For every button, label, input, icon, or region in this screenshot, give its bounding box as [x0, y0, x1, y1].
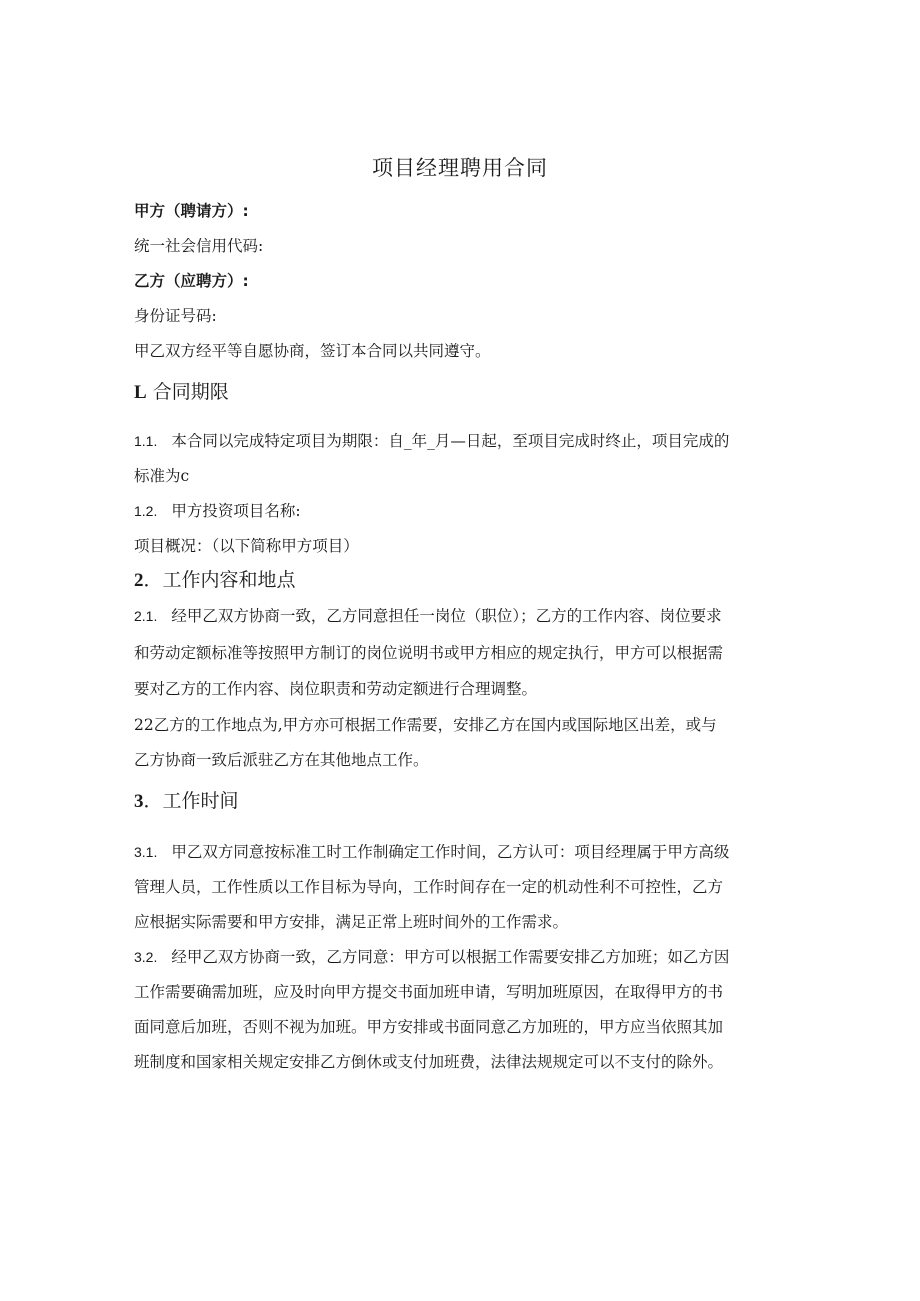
section-title: ．工作时间 — [143, 790, 239, 812]
clause-text: 经甲乙双方协商一致，乙方同意：甲方可以根据工作需要安排乙方加班；如乙方因 — [171, 948, 730, 966]
clause-2-1-line-2: 和劳动定额标准等按照甲方制订的岗位说明书或甲方相应的规定执行，甲方可以根据需 — [134, 644, 724, 662]
clause-1-2-line-1 — [134, 500, 794, 522]
section-number: L — [134, 382, 147, 403]
clause-number: 3.1. — [134, 844, 158, 860]
clause-1-1-line-2: 标准为c — [134, 467, 190, 485]
clause-text: 经甲乙双方协商一致，乙方同意担任一岗位（职位）；乙方的工作内容、岗位要求 — [171, 607, 722, 625]
clause-text: 甲乙双方同意按标准工时工作制确定工作时间，乙方认可：项目经理属于甲方高级 — [171, 843, 730, 861]
clause-3-2-line-4: 班制度和国家相关规定安排乙方倒休或支付加班费，法律法规规定可以不支付的除外。 — [134, 1053, 724, 1071]
section-heading-work-content — [134, 566, 794, 595]
clause-3-1-line-2: 管理人员，工作性质以工作目标为导向，工作时间存在一定的机动性利不可控性，乙方 — [134, 878, 724, 896]
clause-2-1-line-3: 要对乙方的工作内容、岗位职责和劳动定额进行合理调整。 — [134, 680, 538, 698]
clause-3-2-line-3: 面同意后加班，否则不视为加班。甲方安排或书面同意乙方加班的，甲方应当依照其加 — [134, 1018, 724, 1036]
party-b-label: 乙方（应聘方）: — [134, 272, 249, 290]
section-title: ．工作内容和地点 — [143, 569, 296, 591]
clause-text: 本合同以完成特定项目为期限：自_年_月—日起，至项目完成时终止，项目完成的 — [171, 432, 730, 450]
clause-3-1-line-1 — [134, 841, 794, 863]
document-title: 项目经理聘用合同 — [372, 156, 548, 180]
section-heading-term — [134, 378, 794, 407]
clause-3-1-line-3: 应根据实际需要和甲方安排，满足正常上班时间外的工作需求。 — [134, 913, 569, 931]
clause-number: 3.2. — [134, 949, 158, 965]
party-a-label: 甲方（聘请方）: — [134, 202, 249, 220]
credit-code-label: 统一社会信用代码: — [134, 237, 264, 255]
section-title: 合同期限 — [146, 381, 229, 403]
section-number: 2 — [134, 570, 144, 591]
clause-2-1-line-1 — [134, 605, 794, 627]
preamble: 甲乙双方经平等自愿协商，签订本合同以共同遵守。 — [134, 342, 491, 360]
clause-3-2-line-1 — [134, 946, 794, 968]
section-number: 3 — [134, 791, 144, 812]
clause-2-2-line-1: 22乙方的工作地点为,甲方亦可根据工作需要，安排乙方在国内或国际地区出差，或与 — [134, 716, 717, 734]
section-heading-work-time — [134, 787, 794, 816]
clause-number: 1.2. — [134, 503, 158, 519]
clause-2-2-line-2: 乙方协商一致后派驻乙方在其他地点工作。 — [134, 751, 429, 769]
id-number-label: 身份证号码: — [134, 307, 217, 325]
clause-1-1-line-1 — [134, 430, 794, 452]
clause-number: 2.1. — [134, 608, 158, 624]
clause-number: 1.1. — [134, 433, 158, 449]
clause-3-2-line-2: 工作需要确需加班，应及时向甲方提交书面加班申请，写明加班原因，在取得甲方的书 — [134, 983, 724, 1001]
clause-text: 甲方投资项目名称: — [171, 502, 301, 520]
clause-1-2-line-2: 项目概况：（以下简称甲方项目） — [134, 537, 359, 555]
